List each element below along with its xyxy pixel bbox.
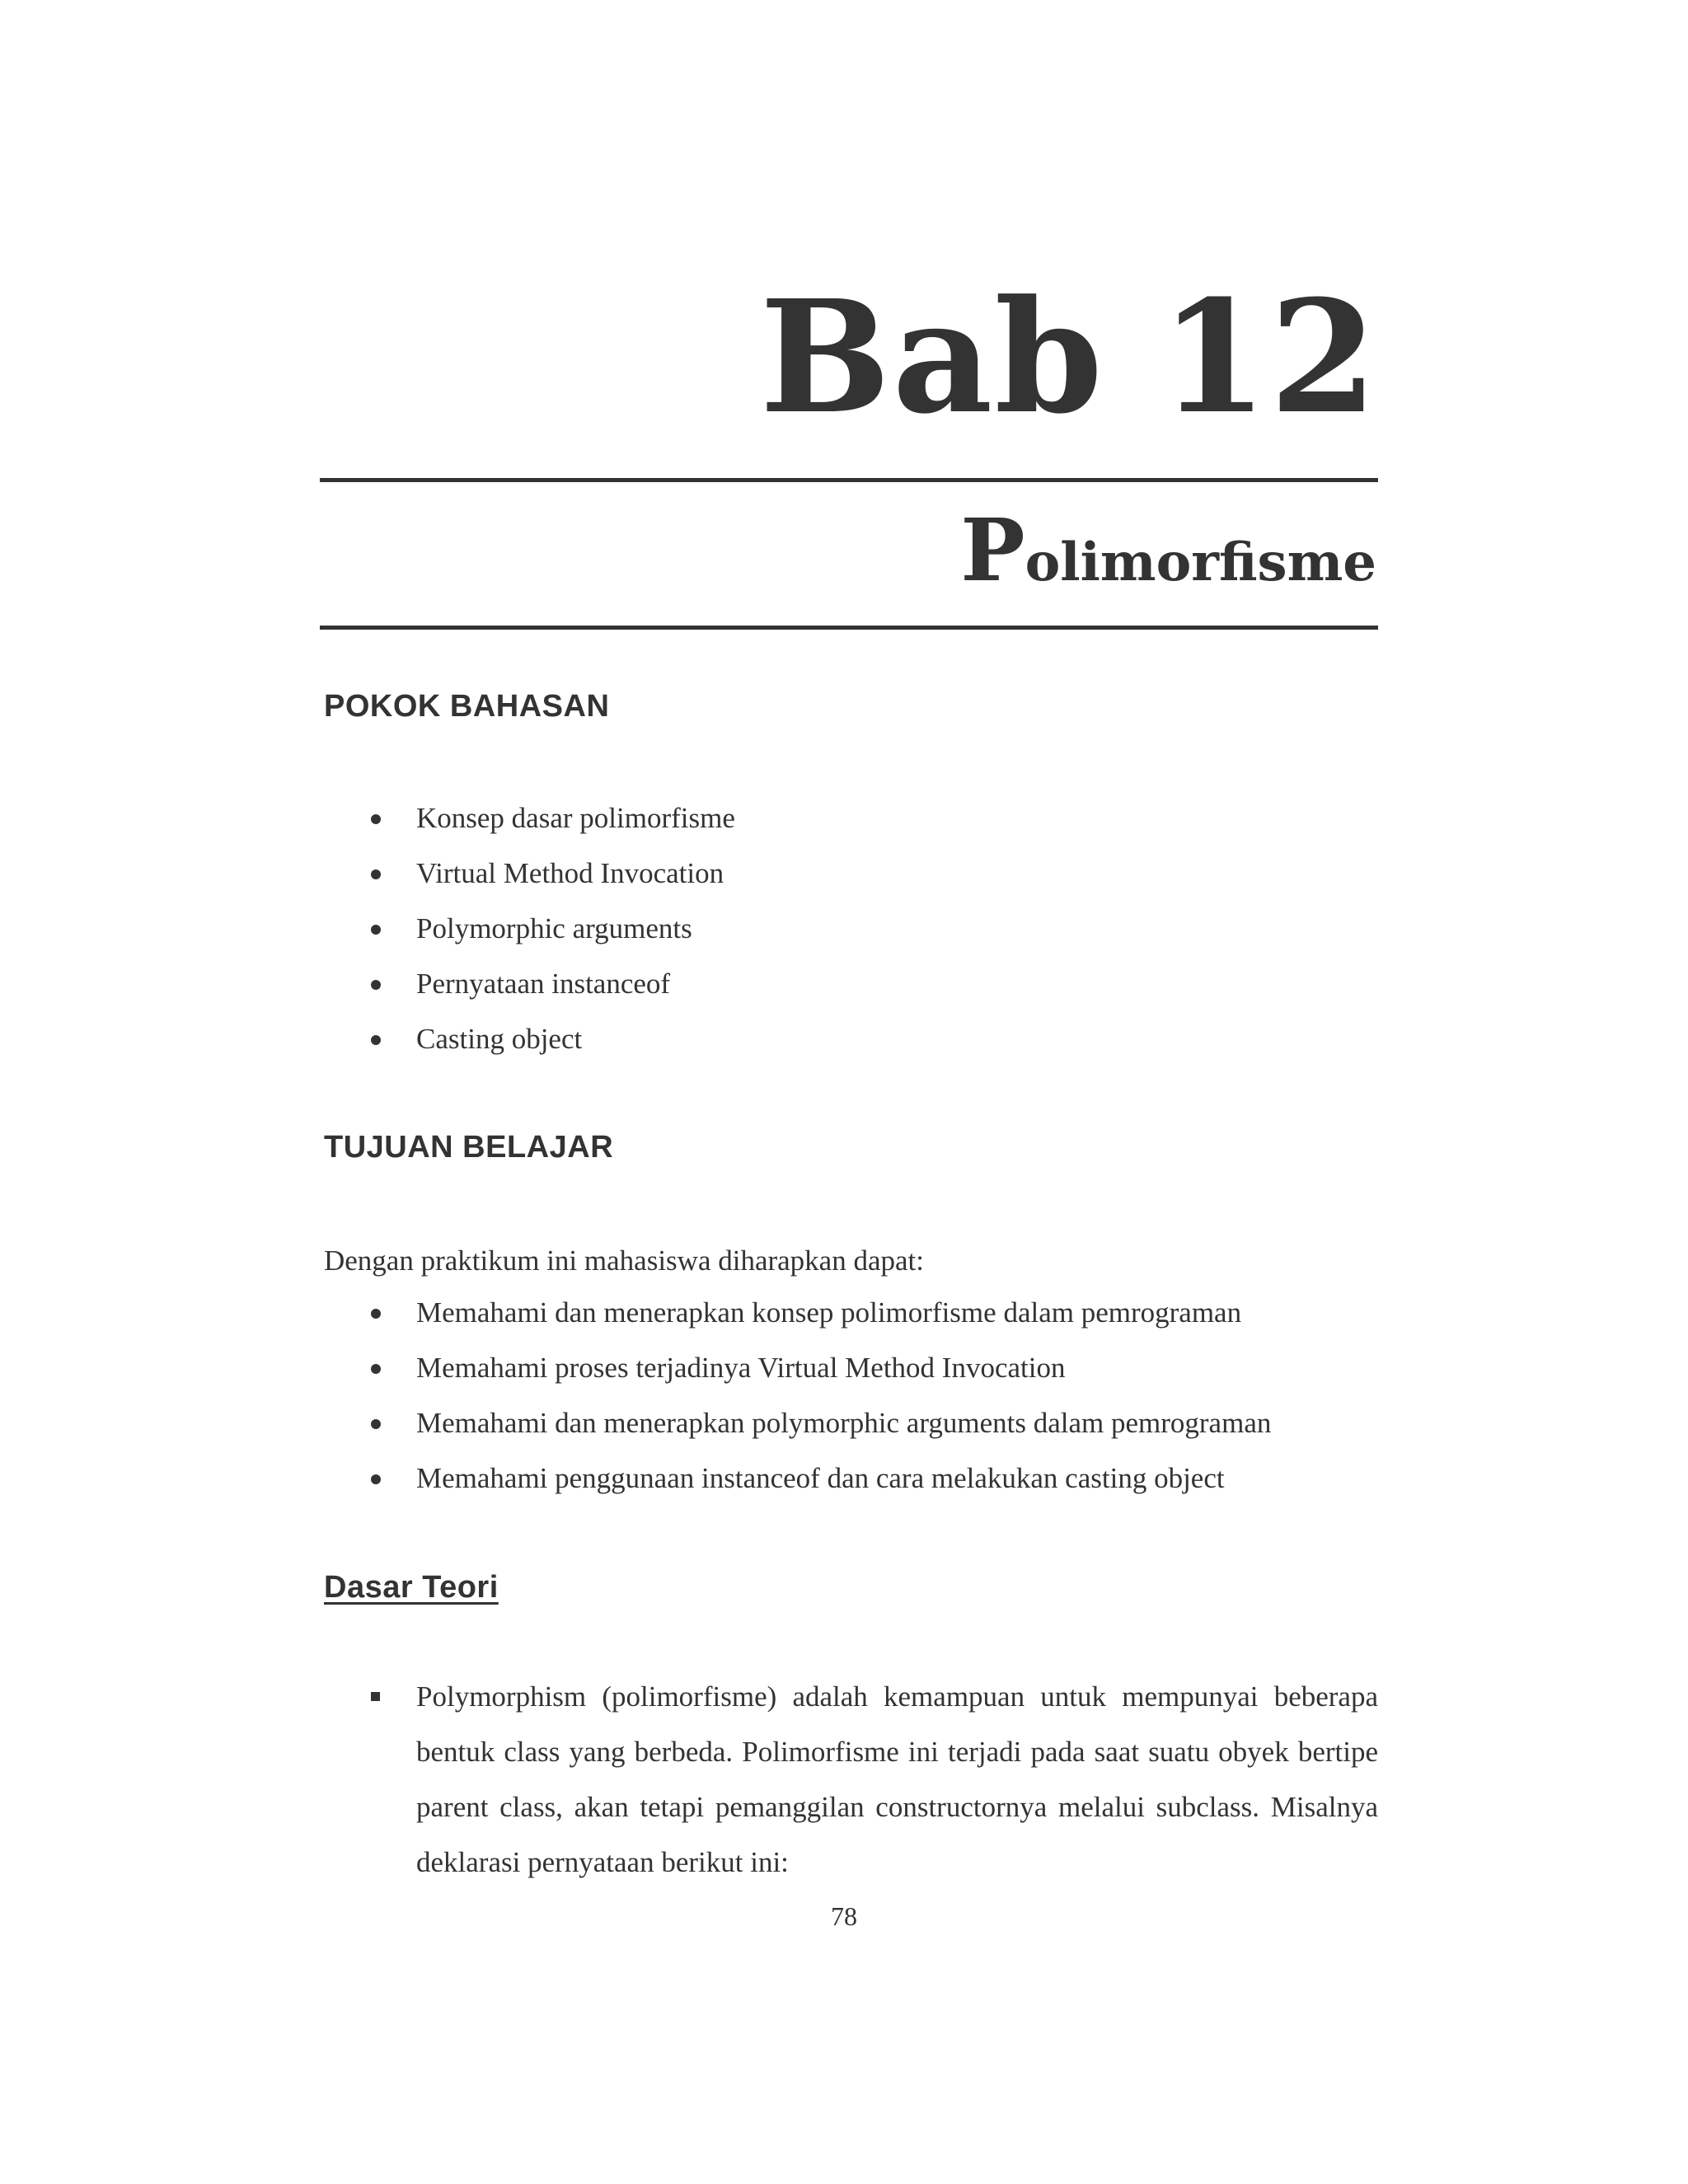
list-item-text: Polymorphic arguments: [416, 912, 692, 944]
tujuan-belajar-list: [371, 1285, 1271, 1506]
list-item: [371, 901, 735, 956]
dasar-teori-heading: Dasar Teori: [324, 1570, 499, 1605]
tujuan-belajar-intro: Dengan praktikum ini mahasiswa diharapkan dapat:: [324, 1244, 924, 1277]
list-item: [371, 1451, 1271, 1506]
bullet-icon: [371, 925, 381, 935]
top-divider: [320, 478, 1378, 482]
bullet-icon: [371, 1474, 381, 1484]
list-item: [371, 1395, 1271, 1451]
list-item-text: Memahami dan menerapkan konsep polimorfisme dalam pemrograman: [416, 1296, 1242, 1329]
list-item: [371, 846, 735, 901]
list-item-text: Virtual Method Invocation: [416, 857, 724, 889]
bullet-icon: [371, 1419, 381, 1429]
square-bullet-icon: [371, 1692, 380, 1701]
chapter-title-initial: P: [960, 499, 1025, 601]
chapter-title-rest: olimorfisme: [1025, 532, 1376, 593]
list-item: [371, 1011, 735, 1066]
bullet-icon: [371, 1309, 381, 1319]
bullet-icon: [371, 1364, 381, 1374]
bottom-divider: [320, 626, 1378, 630]
dasar-teori-paragraph: Polymorphism (polimorfisme) adalah kemampuan untuk mempunyai beberapa bentuk class yang berbeda. Polimorfisme ini terjadi pada saat suatu obyek bertipe parent class, akan tetapi pemanggilan constructornya melalui subclass. Misalnya deklarasi pernyataan berikut ini:: [416, 1680, 1378, 1878]
list-item: [371, 790, 735, 846]
bullet-icon: [371, 980, 381, 990]
chapter-title: [960, 499, 1376, 601]
bullet-icon: [371, 814, 381, 824]
bullet-icon: [371, 1035, 381, 1045]
dasar-teori-item: [371, 1669, 1378, 1890]
pokok-bahasan-heading: POKOK BAHASAN: [324, 689, 610, 724]
pokok-bahasan-list: [371, 790, 735, 1066]
page-number: 78: [831, 1901, 857, 1931]
list-item-text: Pernyataan instanceof: [416, 968, 671, 1000]
list-item: [371, 1285, 1271, 1340]
chapter-number: Bab 12: [759, 266, 1379, 448]
list-item: [371, 1340, 1271, 1395]
list-item-text: Memahami penggunaan instanceof dan cara melakukan casting object: [416, 1462, 1225, 1494]
list-item: [371, 956, 735, 1011]
bullet-icon: [371, 869, 381, 879]
list-item-text: Casting object: [416, 1023, 583, 1055]
list-item-text: Memahami proses terjadinya Virtual Method Invocation: [416, 1352, 1066, 1384]
list-item-text: Memahami dan menerapkan polymorphic arguments dalam pemrograman: [416, 1407, 1272, 1439]
list-item-text: Konsep dasar polimorfisme: [416, 802, 735, 834]
tujuan-belajar-heading: TUJUAN BELAJAR: [324, 1130, 614, 1165]
